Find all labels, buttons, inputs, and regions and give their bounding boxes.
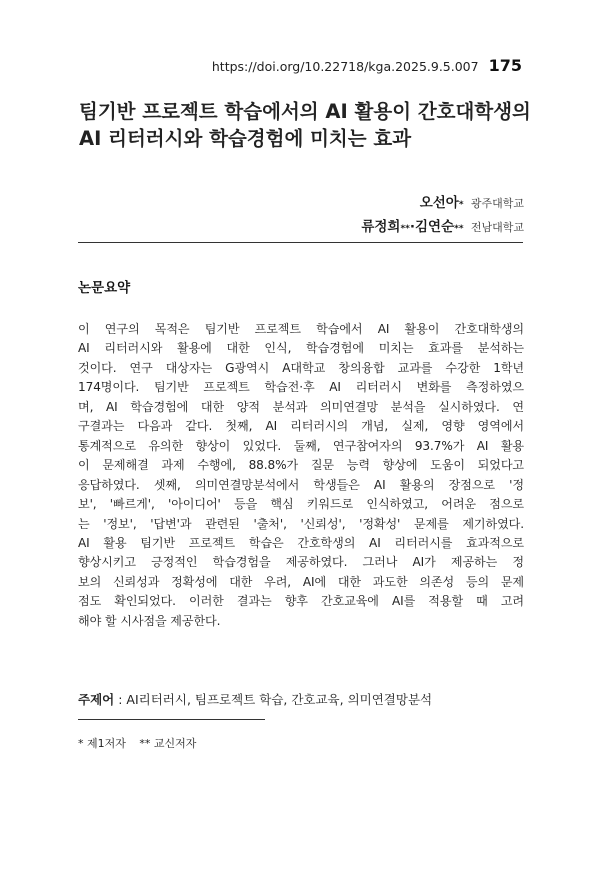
abstract-line: 응답하였다. 셋째, 의미연결망분석에서 학생들은 AI 활용의 장점으로 '정 [78,477,524,492]
keywords-separator: : [114,692,127,707]
author-name: 김연순 [415,219,455,235]
abstract-line: 174명이다. 팀기반 프로젝트 학습전·후 AI 리터러시 변화를 측정하였으 [78,380,524,395]
author-row-2 [361,216,524,240]
keywords-line [78,690,432,708]
abstract-line: 것이다. 연구 대상자는 G광역시 A대학교 창의융합 교과를 수강한 1학년 [78,360,524,375]
running-header [212,56,522,75]
author-separator: · [409,219,416,235]
author-block [361,192,524,240]
abstract-line: 통계적으로 유의한 향상이 있었다. 둘째, 연구참여자의 93.7%가 AI 활용 [78,438,524,453]
abstract-line: 이 연구의 목적은 팀기반 프로젝트 학습에서 AI 활용이 간호대학생의 [78,322,524,336]
footnote-first-author: * 제1저자 [78,737,126,750]
abstract-body [78,320,524,631]
abstract-heading: 논문요약 [78,280,131,296]
author-affiliation: 전남대학교 [470,221,524,234]
doi-link[interactable]: https://doi.org/10.22718/kga.2025.9.5.007 [211,59,479,74]
author-name: 류정희 [361,219,401,235]
paper-title [79,98,539,152]
footnote-divider [78,719,265,720]
author-mark: * [458,200,464,210]
author-name: 오선아 [419,195,459,211]
footnotes [78,735,206,751]
abstract-line: 향상시키고 긍정적인 학습경험을 제공하였다. 그러나 AI가 제공하는 정 [78,555,524,570]
title-line-2: AI 리터러시와 학습경험에 미치는 효과 [79,127,412,150]
keywords-text: AI리터러시, 팀프로젝트 학습, 간호교육, 의미연결망분석 [126,692,433,707]
abstract-line: 는 '정보', '답변'과 관련된 '출처', '신뢰성', '정확성' 문제를 제기하였다. [78,516,524,531]
keywords-label: 주제어 [78,692,115,707]
author-mark: ** [454,224,464,234]
header-divider [78,242,523,243]
abstract-line: 보', '빠르게', '아이디어' 등을 핵심 키워드로 인식하였고, 어려운 점으로 [78,497,524,512]
footnote-corresponding-author: ** 교신저자 [139,737,197,750]
abstract-line: 점도 확인되었다. 이러한 결과는 향후 간호교육에 AI를 적용할 때 고려 [78,594,524,609]
abstract-line: AI 리터러시와 활용에 대한 인식, 학습경험에 미치는 효과를 분석하는 [78,341,524,356]
author-affiliation: 광주대학교 [470,197,524,210]
page-number: 175 [488,56,522,75]
abstract-line: 이 문제해결 과제 수행에, 88.8%가 질문 능력 향상에 도움이 되었다고 [78,458,524,473]
abstract-line: 며, AI 학습경험에 대한 양적 분석과 의미연결망 분석을 실시하였다. 연 [78,399,524,414]
abstract-line: 보의 신뢰성과 정확성에 대한 우려, AI에 대한 과도한 의존성 등의 문제 [78,574,524,589]
author-row-1 [361,192,524,216]
author-mark: ** [400,224,410,234]
abstract-line: 해야 할 시사점을 제공한다. [78,613,221,628]
abstract-line: 구결과는 다음과 같다. 첫째, AI 리터러시의 개념, 실제, 영향 영역에서 [78,419,524,434]
title-line-1: 팀기반 프로젝트 학습에서의 AI 활용이 간호대학생의 [79,100,531,123]
abstract-line: AI 활용 팀기반 프로젝트 학습은 간호학생의 AI 리터러시를 효과적으로 [78,535,524,550]
